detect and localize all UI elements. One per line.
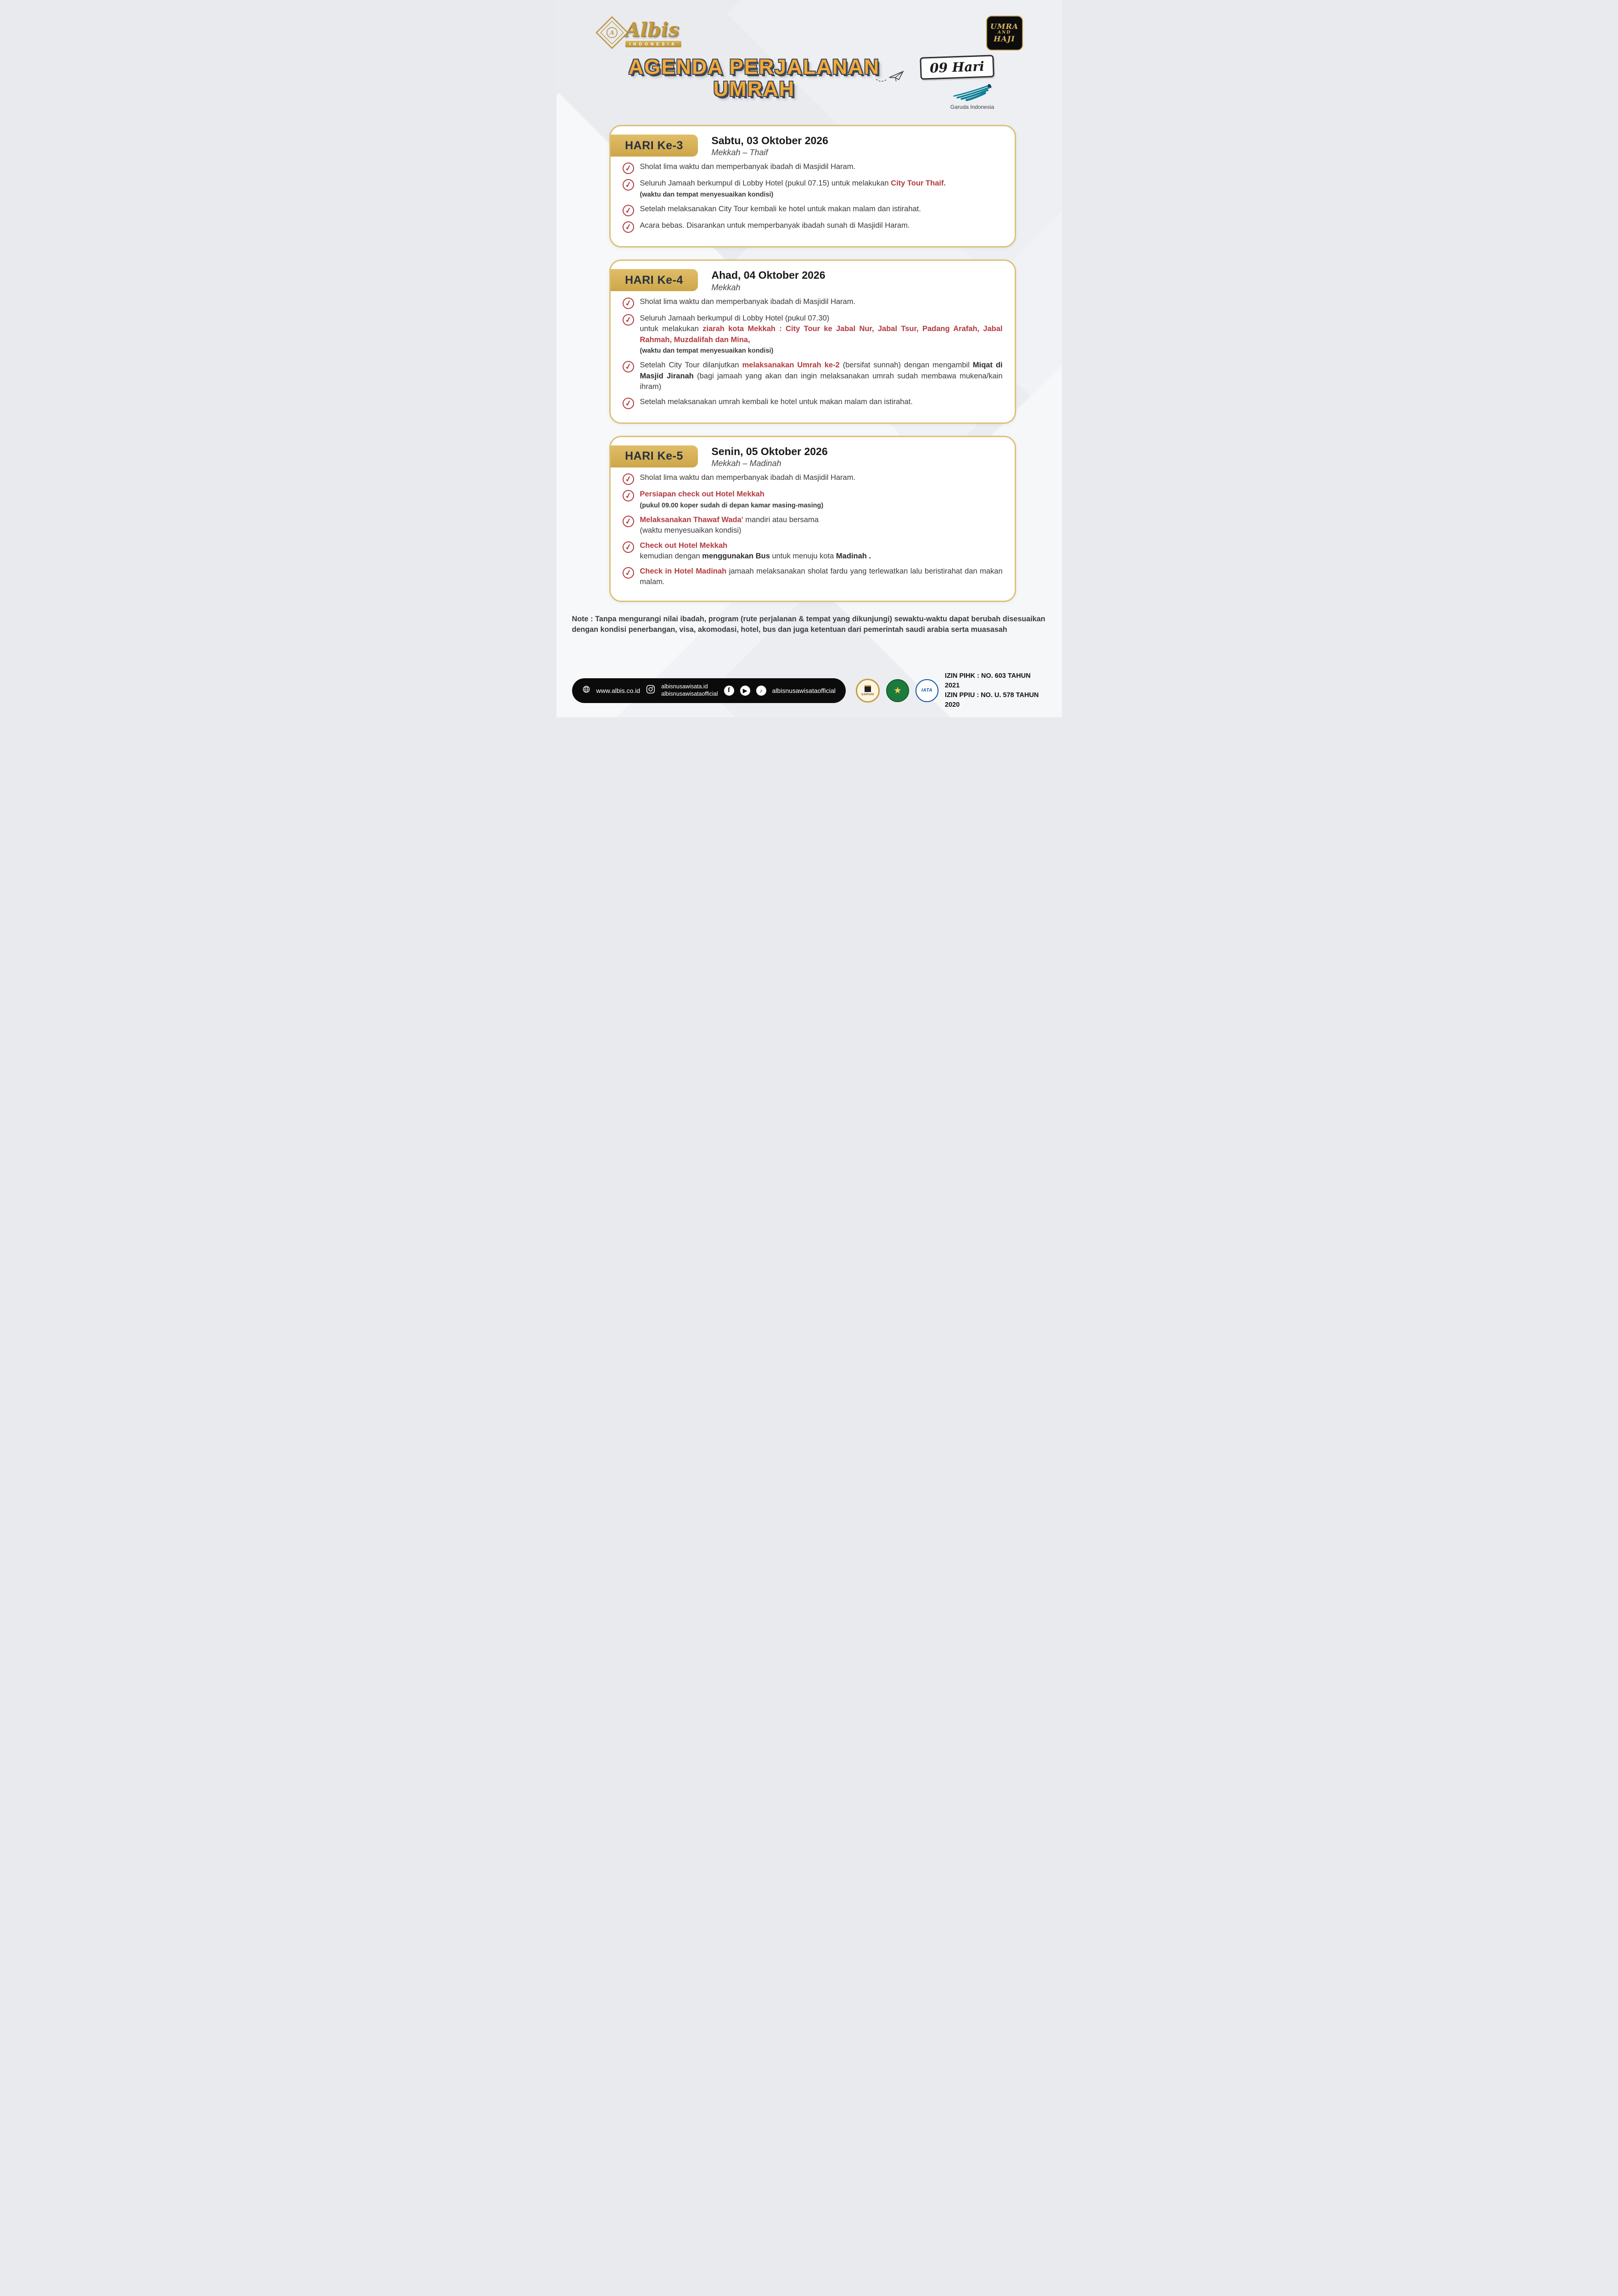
day-date: Ahad, 04 Oktober 2026 bbox=[711, 269, 826, 281]
agenda-item bbox=[623, 178, 1003, 200]
check-icon: ✓ bbox=[622, 566, 635, 580]
check-icon: ✓ bbox=[622, 313, 635, 326]
day-date: Senin, 05 Oktober 2026 bbox=[711, 445, 828, 457]
agenda-item-text bbox=[640, 313, 1003, 356]
instagram-handle-1: albisnusawisata.id bbox=[661, 683, 708, 690]
social-handle: albisnusawisataofficial bbox=[772, 687, 836, 694]
check-icon: ✓ bbox=[622, 489, 635, 502]
agenda-item-text bbox=[640, 220, 910, 231]
svg-text:A: A bbox=[609, 29, 614, 37]
text-segment: Melaksanakan Thawaf Wada' bbox=[640, 515, 743, 524]
note: Note : Tanpa mengurangi nilai ibadah, program (rute perjalanan & tempat yang dikunjungi) sewaktu-waktu dapat berubah disesuaikan dengan kondisi penerbangan, visa, akomodasi, hotel, bus dan juga ketentuan dari pemerintah saudi arabia serta muasasah bbox=[572, 615, 1045, 634]
check-icon: ✓ bbox=[622, 473, 635, 486]
garuda-bird-icon bbox=[950, 95, 994, 103]
day-items bbox=[623, 473, 1003, 587]
text-segment: Seluruh Jamaah berkumpul di Lobby Hotel (pukul 07.15) untuk melakukan bbox=[640, 179, 891, 188]
iata-emblem bbox=[916, 679, 938, 702]
text-segment: Madinah . bbox=[836, 552, 871, 561]
text-segment: Setelah melaksanakan umrah kembali ke hotel untuk makan malam dan istirahat. bbox=[640, 397, 913, 406]
day-card bbox=[609, 259, 1016, 423]
brand-subtitle: INDONESIA bbox=[625, 41, 681, 47]
check-icon: ✓ bbox=[622, 540, 635, 554]
check-icon: ✓ bbox=[622, 397, 635, 410]
day-card-header bbox=[623, 269, 1003, 292]
text-segment: Setelah melaksanakan City Tour kembali ke hotel untuk makan malam dan istirahat. bbox=[640, 205, 921, 214]
day-card-header bbox=[623, 135, 1003, 158]
text-segment: Setelah City Tour dilanjutkan bbox=[640, 361, 742, 370]
text-segment: Seluruh Jamaah berkumpul di Lobby Hotel (pukul 07.30) bbox=[640, 314, 830, 322]
license-block bbox=[945, 671, 1045, 710]
text-segment: (bagi jamaah yang akan dan ingin melaksanakan umrah sudah membawa mukena/kain ihram) bbox=[640, 371, 1003, 391]
day-card-header bbox=[623, 445, 1003, 468]
agenda-item-text bbox=[640, 473, 856, 483]
globe-icon bbox=[582, 685, 590, 696]
text-segment: (waktu menyesuaikan kondisi) bbox=[640, 526, 742, 535]
text-segment: menggunakan Bus bbox=[702, 552, 770, 561]
license-pihk: IZIN PIHK : NO. 603 TAHUN 2021 bbox=[944, 672, 1031, 689]
agenda-item-text bbox=[640, 204, 921, 214]
page bbox=[556, 0, 1062, 717]
day-card bbox=[609, 125, 1016, 248]
contact-bar bbox=[572, 678, 846, 703]
check-icon: ✓ bbox=[622, 360, 635, 373]
agenda-item-text bbox=[640, 162, 856, 172]
kaaba-icon bbox=[865, 685, 871, 692]
umra-haji-badge bbox=[986, 16, 1023, 51]
badge-line-3: HAJI bbox=[994, 34, 1015, 43]
text-segment: Acara bebas. Disarankan untuk memperbanyak ibadah sunah di Masjidil Haram. bbox=[640, 221, 910, 230]
brand-name: Albis bbox=[625, 18, 680, 41]
agenda-item bbox=[623, 515, 1003, 536]
agenda-item-text bbox=[640, 566, 1003, 588]
text-segment: Persiapan check out Hotel Mekkah bbox=[640, 490, 764, 499]
text-segment: Sholat lima waktu dan memperbanyak ibadah di Masjidil Haram. bbox=[640, 297, 856, 306]
instagram-handles bbox=[661, 683, 718, 698]
duration-badge: 09 Hari bbox=[920, 55, 994, 80]
text-segment: Miqat di Masjid Jiranah bbox=[640, 361, 1003, 380]
agenda-item-text bbox=[640, 297, 856, 307]
agenda-item bbox=[623, 220, 1003, 233]
youtube-icon: ▶ bbox=[740, 686, 750, 696]
text-segment: Check in Hotel Madinah bbox=[640, 567, 727, 575]
text-segment: City Tour Thaif. bbox=[891, 179, 946, 188]
check-icon: ✓ bbox=[622, 162, 635, 175]
agenda-item bbox=[623, 360, 1003, 392]
paper-plane-icon bbox=[875, 68, 915, 86]
text-segment: untuk melakukan bbox=[640, 325, 703, 333]
check-icon: ✓ bbox=[622, 178, 635, 191]
agenda-item bbox=[623, 566, 1003, 588]
kemenag-emblem: ★ bbox=[886, 679, 909, 702]
instagram-icon bbox=[646, 685, 655, 696]
badge-line-1: UMRA bbox=[990, 22, 1019, 31]
title-line-1: AGENDA PERJALANAN bbox=[628, 55, 880, 79]
iata-label: IATA bbox=[921, 687, 933, 693]
day-meta bbox=[712, 135, 828, 158]
footer bbox=[572, 671, 1045, 710]
instagram-handle-2: albisnusawisataofficial bbox=[661, 690, 718, 697]
agenda-item-text bbox=[640, 178, 946, 200]
day-meta bbox=[712, 269, 826, 292]
check-icon: ✓ bbox=[622, 515, 635, 528]
day-label: HARI Ke-3 bbox=[611, 135, 698, 157]
agenda-item-text bbox=[640, 515, 819, 536]
airline-name: Garuda Indonesia bbox=[950, 104, 994, 110]
agenda-item-text bbox=[640, 489, 824, 511]
day-card bbox=[609, 436, 1016, 602]
agenda-item-text bbox=[640, 397, 913, 407]
text-segment: jamaah melaksanakan sholat fardu yang terlewatkan lalu beristirahat dan makan malam. bbox=[640, 567, 1003, 586]
facebook-icon: f bbox=[724, 686, 734, 696]
brand-text bbox=[625, 20, 681, 48]
agenda-item bbox=[623, 313, 1003, 356]
header bbox=[556, 0, 1062, 125]
day-label: HARI Ke-5 bbox=[611, 445, 698, 467]
agenda-item bbox=[623, 162, 1003, 174]
check-icon: ✓ bbox=[622, 204, 635, 217]
days bbox=[556, 125, 1062, 602]
text-segment: Check out Hotel Mekkah bbox=[640, 541, 728, 550]
license-ppiu: IZIN PPIU : NO. U. 578 TAHUN 2020 bbox=[944, 691, 1039, 709]
agenda-item bbox=[623, 297, 1003, 309]
agenda-item bbox=[623, 473, 1003, 485]
day-items bbox=[623, 297, 1003, 409]
page-title bbox=[624, 56, 884, 100]
agenda-item bbox=[623, 540, 1003, 562]
text-segment: melaksanakan Umrah ke-2 bbox=[742, 361, 840, 370]
agenda-item bbox=[623, 397, 1003, 409]
text-segment: Sholat lima waktu dan memperbanyak ibadah di Masjidil Haram. bbox=[640, 163, 856, 171]
badge-line-2: AND bbox=[997, 30, 1011, 35]
association-emblems bbox=[856, 679, 938, 703]
text-segment: (waktu dan tempat menyesuaikan kondisi) bbox=[640, 191, 774, 198]
text-segment: kemudian dengan bbox=[640, 552, 702, 561]
agenda-item bbox=[623, 204, 1003, 216]
day-date: Sabtu, 03 Oktober 2026 bbox=[711, 135, 828, 146]
day-meta bbox=[712, 445, 828, 468]
day-route: Mekkah – Thaif bbox=[711, 148, 768, 158]
text-segment: Sholat lima waktu dan memperbanyak ibadah di Masjidil Haram. bbox=[640, 473, 856, 482]
agenda-item-text bbox=[640, 540, 871, 562]
sapuhi-label: SAPUHI bbox=[861, 692, 874, 696]
day-items bbox=[623, 162, 1003, 233]
day-route: Mekkah bbox=[711, 282, 741, 292]
agenda-item bbox=[623, 489, 1003, 511]
text-segment: ziarah kota Mekkah : City Tour ke Jabal Nur, Jabal Tsur, Padang Arafah, Jabal Rahmah, Muzdalifah dan Mina, bbox=[640, 325, 1003, 344]
day-label: HARI Ke-4 bbox=[611, 269, 698, 291]
text-segment: (pukul 09.00 koper sudah di depan kamar masing-masing) bbox=[640, 501, 824, 509]
text-segment: untuk menuju kota bbox=[770, 552, 836, 561]
albis-logo bbox=[595, 16, 681, 52]
text-segment: mandiri atau bersama bbox=[743, 515, 819, 524]
agenda-item-text bbox=[640, 360, 1003, 392]
garuda-logo bbox=[945, 82, 1000, 110]
text-segment: (waktu dan tempat menyesuaikan kondisi) bbox=[640, 347, 774, 355]
website-url: www.albis.co.id bbox=[596, 687, 640, 694]
text-segment: (bersifat sunnah) dengan mengambil bbox=[839, 361, 973, 370]
check-icon: ✓ bbox=[622, 220, 635, 234]
tiktok-icon: ♪ bbox=[756, 686, 766, 696]
day-route: Mekkah – Madinah bbox=[711, 459, 781, 468]
check-icon: ✓ bbox=[622, 297, 635, 310]
title-line-2: UMRAH bbox=[713, 77, 795, 101]
sapuhi-emblem bbox=[856, 679, 880, 703]
albis-emblem-icon bbox=[595, 16, 629, 52]
